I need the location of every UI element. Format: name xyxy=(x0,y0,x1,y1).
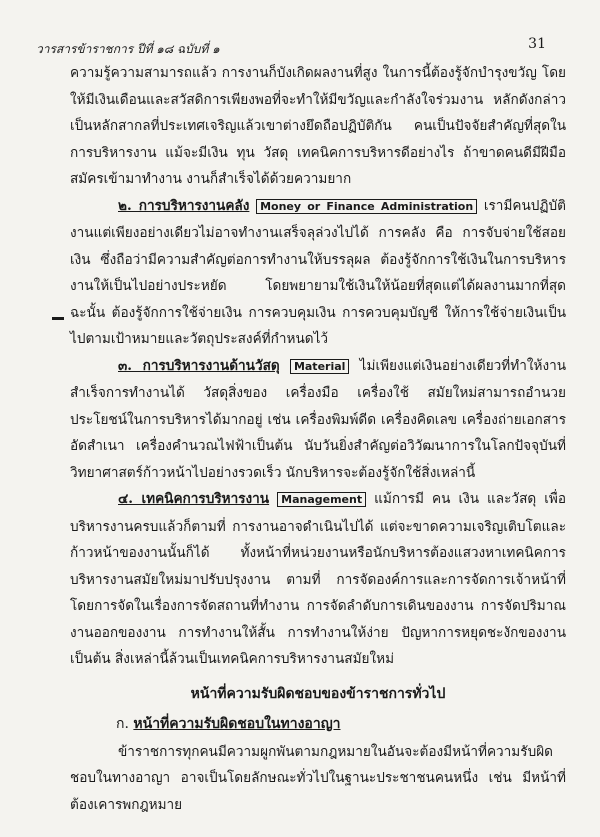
margin-mark xyxy=(52,307,64,320)
paragraph-personnel: ความรู้ความสามารถแล้ว การงานก็บังเกิดผลงานที่สูง ในการนี้ต้องรู้จักบำรุงขวัญ โดยให้มีเงินเดือนและสวัสดิการเพียงพอที่จะทำให้มีขวัญและกำลังใจร่วมงาน หลักดังกล่าวเป็นหลักสากลที่ประเทศเจริญแล้วเขาต่างยึดถือปฏิบัติกัน คนเป็นปัจจัยสำคัญที่สุดในการบริหารงาน แม้จะมีเงิน ทุน วัสดุ เทคนิคการบริหารดีอย่างไร ถ้าขาดคนดีมีฝีมือสมัครเข้ามาทำงาน งานก็สำเร็จได้ด้วยความยาก xyxy=(70,65,566,187)
paragraph-material xyxy=(70,353,566,487)
heading-management: ๔. เทคนิคการบริหารงาน xyxy=(118,491,270,507)
term-finance: Money or Finance Administration xyxy=(256,199,477,214)
subsection-label: หน้าที่ความรับผิดชอบในทางอาญา xyxy=(133,715,341,732)
subsection-prefix: ก. xyxy=(116,715,129,732)
page-number: 31 xyxy=(528,36,546,52)
heading-material: ๓. การบริหารงานด้านวัสดุ xyxy=(118,357,280,374)
material-text: ไม่เพียงแต่เงินอย่างเดียวที่ทำให้งานสำเร็จการทำงานได้ วัสดุสิ่งของ เครื่องมือ เครื่องใช้ สมัยใหม่สามารถอำนวยประโยชน์ในการบริหารได้มากอยู่ เช่น เครื่องพิมพ์ดีด เครื่องคิดเลข เครื่องถ่ายเอกสารอัดสำเนา เครื่องคำนวณไฟฟ้าเป็นต้น นับวันยิ่งสำคัญต่อวิวัฒนาการในโลกปัจจุบันที่วิทยาศาสตร์ก้าวหน้าไปอย่างรวดเร็ว นักบริหารจะต้องรู้จักใช้สิ่งเหล่านี้ xyxy=(70,357,567,481)
term-management: Management xyxy=(277,492,366,507)
page-body xyxy=(70,60,566,818)
paragraph-criminal-duty: ข้าราชการทุกคนมีความผูกพันตามกฎหมายในอันจะต้องมีหน้าที่ความรับผิดชอบในทางอาญา อาจเป็นโดยลักษณะทั่วไปในฐานะประชาชนคนหนึ่ง เช่น มีหน้าที่ต้องเคารพกฎหมาย xyxy=(70,743,566,813)
subsection-title xyxy=(116,709,566,739)
term-material: Material xyxy=(290,359,349,374)
management-text: แม้การมี คน เงิน และวัสดุ เพื่อบริหารงานครบแล้วก็ตามที่ การงานอาจดำเนินไปได้ แต่จะขาดความเจริญเติบโตและก้าวหน้าของงานนั้นก็ได้ ทั้งหน้าที่หน่วยงานหรือนักบริหารต้องแสวงหาเทคนิคการบริหารงานสมัยใหม่มาปรับปรุงงาน ตามที่ การจัดองค์การและการจัดการเจ้าหน้าที่ โดยการจัดในเรื่องการจัดสถานที่ทำงาน การจัดลำดับการเดินของงาน การจัดปริมาณงานออกของงาน การทำงานให้สั้น การทำงานให้ง่าย ปัญหาการหยุดชะงักของงาน เป็นต้น สิ่งเหล่านี้ล้วนเป็นเทคนิคการบริหารงานสมัยใหม่ xyxy=(70,491,566,667)
page-header xyxy=(36,36,546,58)
section-title: หน้าที่ความรับผิดชอบของข้าราชการทั่วไป xyxy=(190,685,446,702)
journal-title: วารสารข้าราชการ ปีที่ ๑๘ ฉบับที่ ๑ xyxy=(36,42,220,56)
finance-text: เรามีคนปฏิบัติงานแต่เพียงอย่างเดียวไม่อาจทำงานเสร็จลุล่วงไปได้ การคลัง คือ การจับจ่ายใช้สอยเงิน ซึ่งถือว่ามีความสำคัญต่อการทำงานให้บรรลุผล ต้องรู้จักการใช้เงินในการบริหารงานให้เป็นไปอย่างประหยัด โดยพยายามใช้เงินให้น้อยที่สุดแต่ได้ผลงานมากที่สุด ฉะนั้น ต้องรู้จักการใช้จ่ายเงิน การควบคุมเงิน การควบคุมบัญชี ให้การใช้จ่ายเงินเป็นไปตามเป้าหมายและวัตถุประสงค์ที่กำหนดไว้ xyxy=(70,197,566,347)
heading-finance: ๒. การบริหารงานคลัง xyxy=(118,197,250,214)
paragraph-finance xyxy=(70,193,566,353)
paragraph-management xyxy=(70,486,566,673)
